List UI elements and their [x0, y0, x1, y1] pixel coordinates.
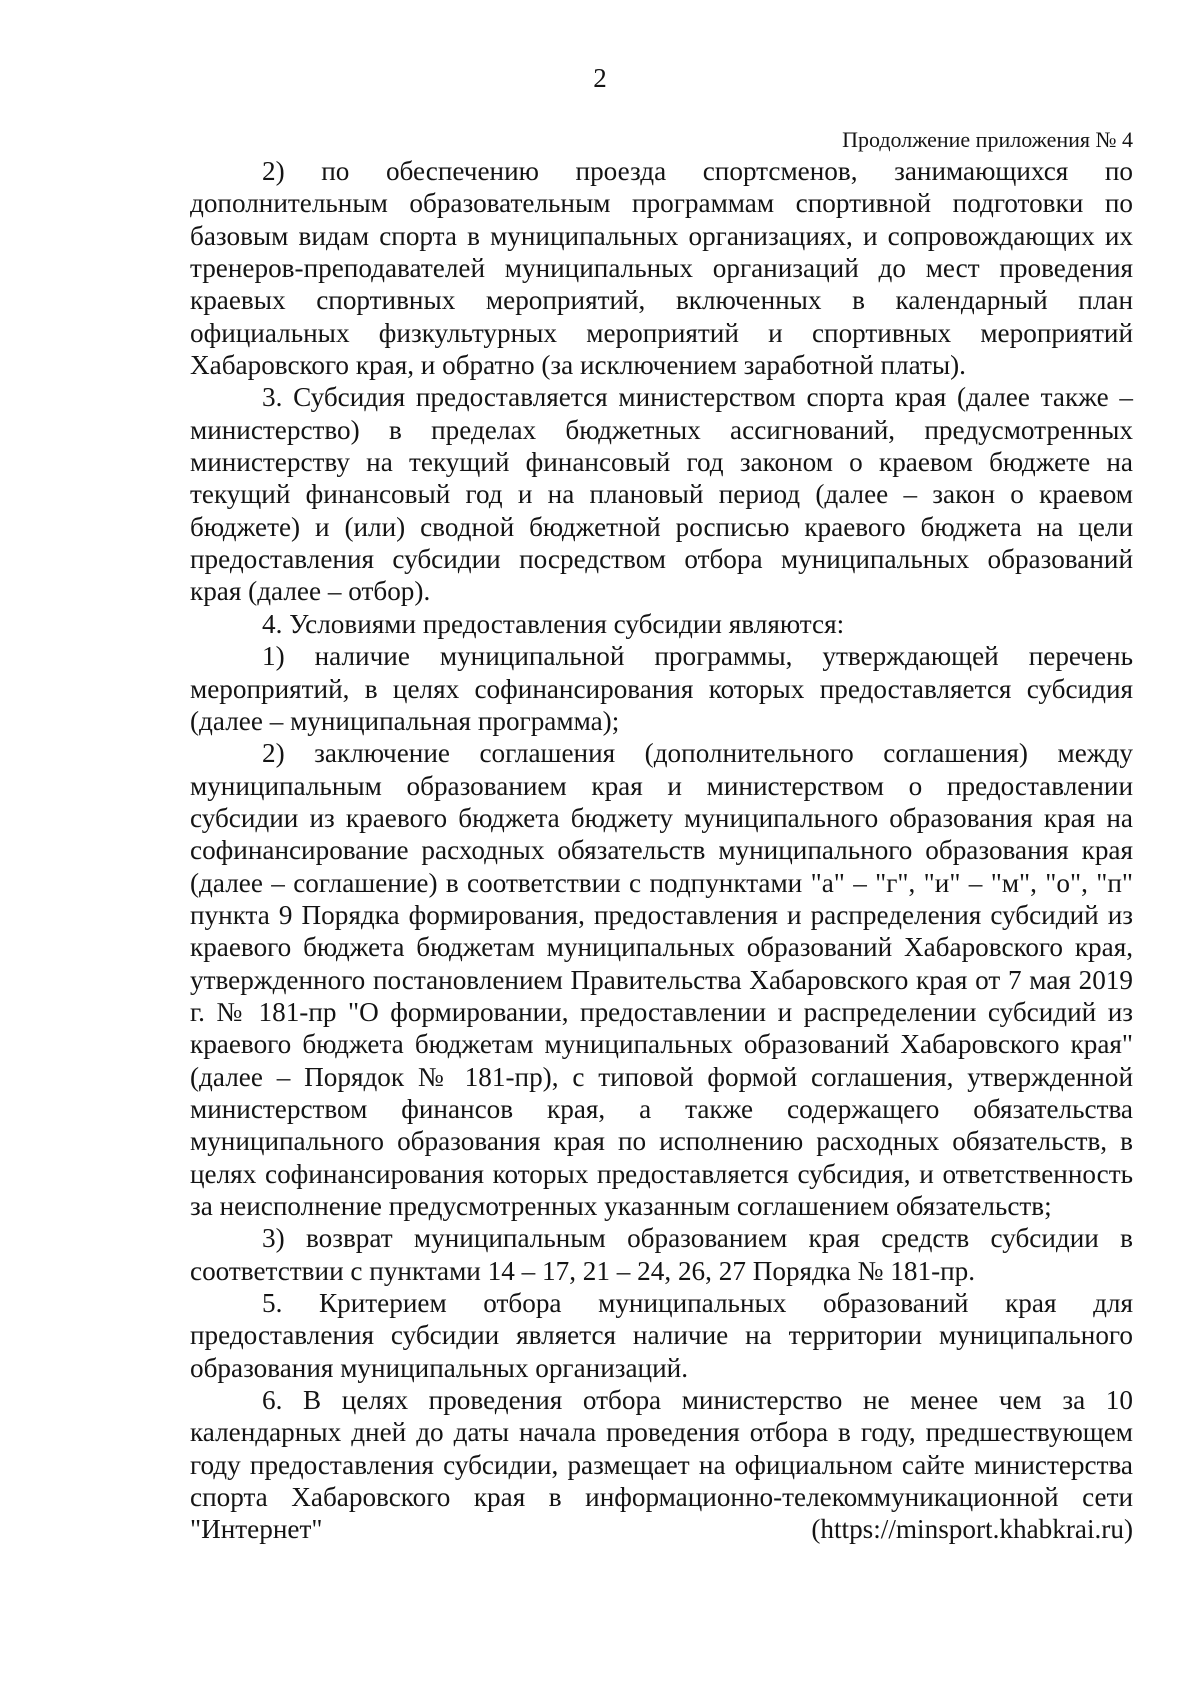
appendix-continuation-note: Продолжение приложения № 4 [842, 127, 1133, 152]
document-body [190, 155, 1133, 1546]
paragraph-point-6: 6. В целях проведения отбора министерство не менее чем за 10 календарных дней до даты начала проведения отбора в году, предшествующем году предоставления субсидии, размещает на официальном сайте министерства спорта Хабаровского края в информационно-телекоммуникационной сети "Интернет" (https://minsport.khabkrai.ru) [190, 1385, 1133, 1545]
paragraph-point-3: 3. Субсидия предоставляется министерством спорта края (далее также – министерство) в пределах бюджетных ассигнований, предусмотренных министерству на текущий финансовый год законом о краевом бюджете на текущий финансовый год и на плановый период (далее – закон о краевом бюджете) и (или) сводной бюджетной росписью краевого бюджета на цели предоставления субсидии посредством отбора муниципальных образований края (далее – отбор). [190, 382, 1133, 607]
paragraph-condition-1: 1) наличие муниципальной программы, утверждающей перечень мероприятий, в целях софинансирования которых предоставляется субсидия (далее – муниципальная программа); [190, 641, 1133, 736]
page-number: 2 [593, 63, 607, 93]
paragraph-condition-3: 3) возврат муниципальным образованием края средств субсидии в соответствии с пунктами 14 – 17, 21 – 24, 26, 27 Порядка № 181-пр. [190, 1223, 1133, 1286]
paragraph-condition-2: 2) заключение соглашения (дополнительного соглашения) между муниципальным образованием края и министерством о предоставлении субсидии из краевого бюджета бюджету муниципального образования края на софинансирование расходных обязательств муниципального образования края (далее – соглашение) в соответствии с подпунктами "а" – "г", "и" – "м", "о", "п" пункта 9 Порядка формирования, предоставления и распределения субсидий из краевого бюджета бюджетам муниципальных образований Хабаровского края, утвержденного постановлением Правительства Хабаровского края от 7 мая 2019 г. № 181-пр "О формировании, предоставлении и распределении субсидий из краевого бюджета бюджетам муниципальных образований Хабаровского края" (далее – Порядок № 181-пр), с типовой формой соглашения, утвержденной министерством финансов края, а также содержащего обязательства муниципального образования края по исполнению расходных обязательств, в целях софинансирования которых предоставляется субсидия, и ответственность за неисполнение предусмотренных указанным соглашением обязательств; [190, 738, 1133, 1221]
paragraph-point-5: 5. Критерием отбора муниципальных образований края для предоставления субсидии является наличие на территории муниципального образования муниципальных организаций. [190, 1288, 1133, 1383]
paragraph-subpoint-2-travel: 2) по обеспечению проезда спортсменов, занимающихся по дополнительным образовательным программам спортивной подготовки по базовым видам спорта в муниципальных организациях, и сопровождающих их тренеров-преподавателей муниципальных организаций до мест проведения краевых спортивных мероприятий, включенных в календарный план официальных физкультурных мероприятий и спортивных мероприятий Хабаровского края, и обратно (за исключением заработной платы). [190, 156, 1133, 381]
paragraph-point-4: 4. Условиями предоставления субсидии являются: [262, 608, 845, 639]
